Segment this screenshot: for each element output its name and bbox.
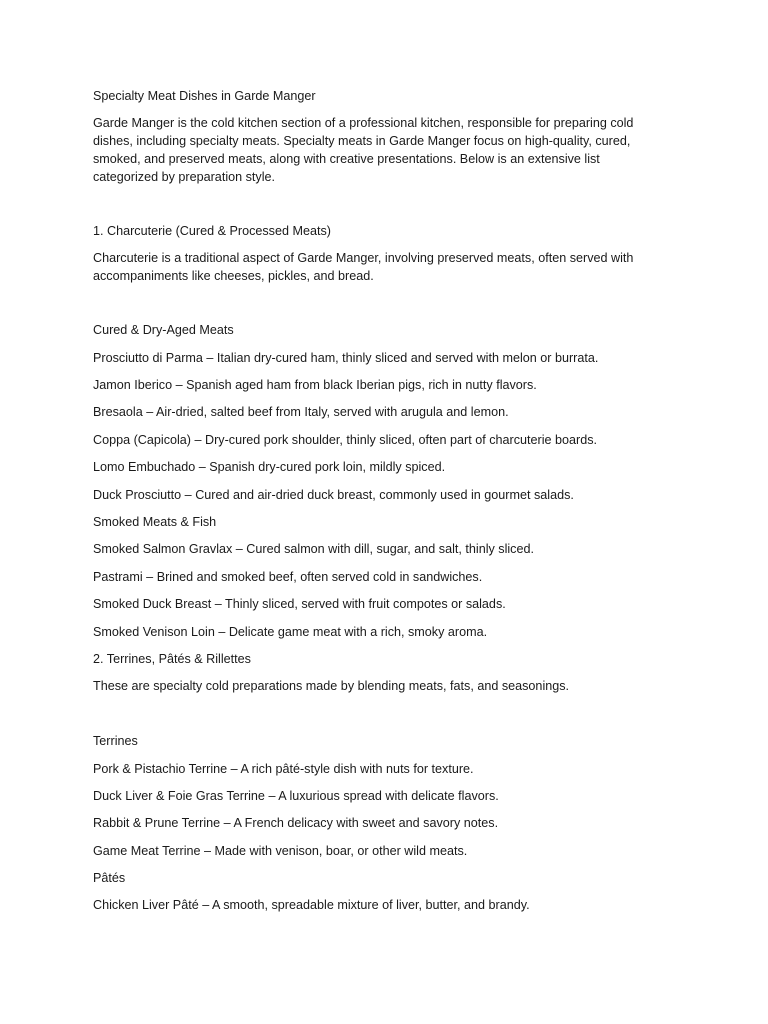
subheading-pates: Pâtés — [93, 871, 126, 885]
subheading-terrines: Terrines — [93, 734, 138, 748]
list-item: Smoked Salmon Gravlax – Cured salmon with dill, sugar, and salt, thinly sliced. — [93, 542, 534, 556]
list-item: Jamon Iberico – Spanish aged ham from black Iberian pigs, rich in nutty flavors. — [93, 378, 537, 392]
section-heading-charcuterie: 1. Charcuterie (Cured & Processed Meats) — [93, 224, 331, 238]
list-item: Pastrami – Brined and smoked beef, often served cold in sandwiches. — [93, 570, 483, 584]
section-heading-terrines-pates: 2. Terrines, Pâtés & Rillettes — [93, 652, 251, 666]
list-item: Duck Liver & Foie Gras Terrine – A luxurious spread with delicate flavors. — [93, 789, 499, 803]
intro-paragraph: Garde Manger is the cold kitchen section of a professional kitchen, responsible for preparing cold dishes, including specialty meats. Specialty meats in Garde Manger focus on high-quality, cured, smoked, and preserved meats, along with creative presentations. Below is an extensive list categorized by preparation style. — [93, 116, 634, 184]
list-item: Rabbit & Prune Terrine – A French delicacy with sweet and savory notes. — [93, 816, 499, 830]
list-item: Prosciutto di Parma – Italian dry-cured ham, thinly sliced and served with melon or burrata. — [93, 351, 599, 365]
subheading-smoked-meats: Smoked Meats & Fish — [93, 515, 217, 529]
list-item: Pork & Pistachio Terrine – A rich pâté-style dish with nuts for texture. — [93, 762, 474, 776]
section-intro-charcuterie: Charcuterie is a traditional aspect of Garde Manger, involving preserved meats, often served with accompaniments like cheeses, pickles, and bread. — [93, 251, 634, 283]
list-item: Coppa (Capicola) – Dry-cured pork shoulder, thinly sliced, often part of charcuterie boards. — [93, 433, 598, 447]
list-item: Game Meat Terrine – Made with venison, boar, or other wild meats. — [93, 844, 468, 858]
list-item: Chicken Liver Pâté – A smooth, spreadable mixture of liver, butter, and brandy. — [93, 898, 530, 912]
document-title: Specialty Meat Dishes in Garde Manger — [93, 89, 316, 103]
subheading-cured-meats: Cured & Dry-Aged Meats — [93, 323, 234, 337]
list-item: Duck Prosciutto – Cured and air-dried duck breast, commonly used in gourmet salads. — [93, 488, 574, 502]
list-item: Smoked Duck Breast – Thinly sliced, served with fruit compotes or salads. — [93, 597, 506, 611]
section-intro-terrines-pates: These are specialty cold preparations made by blending meats, fats, and seasonings. — [93, 679, 570, 693]
list-item: Bresaola – Air-dried, salted beef from Italy, served with arugula and lemon. — [93, 405, 509, 419]
list-item: Smoked Venison Loin – Delicate game meat with a rich, smoky aroma. — [93, 625, 488, 639]
list-item: Lomo Embuchado – Spanish dry-cured pork loin, mildly spiced. — [93, 460, 446, 474]
